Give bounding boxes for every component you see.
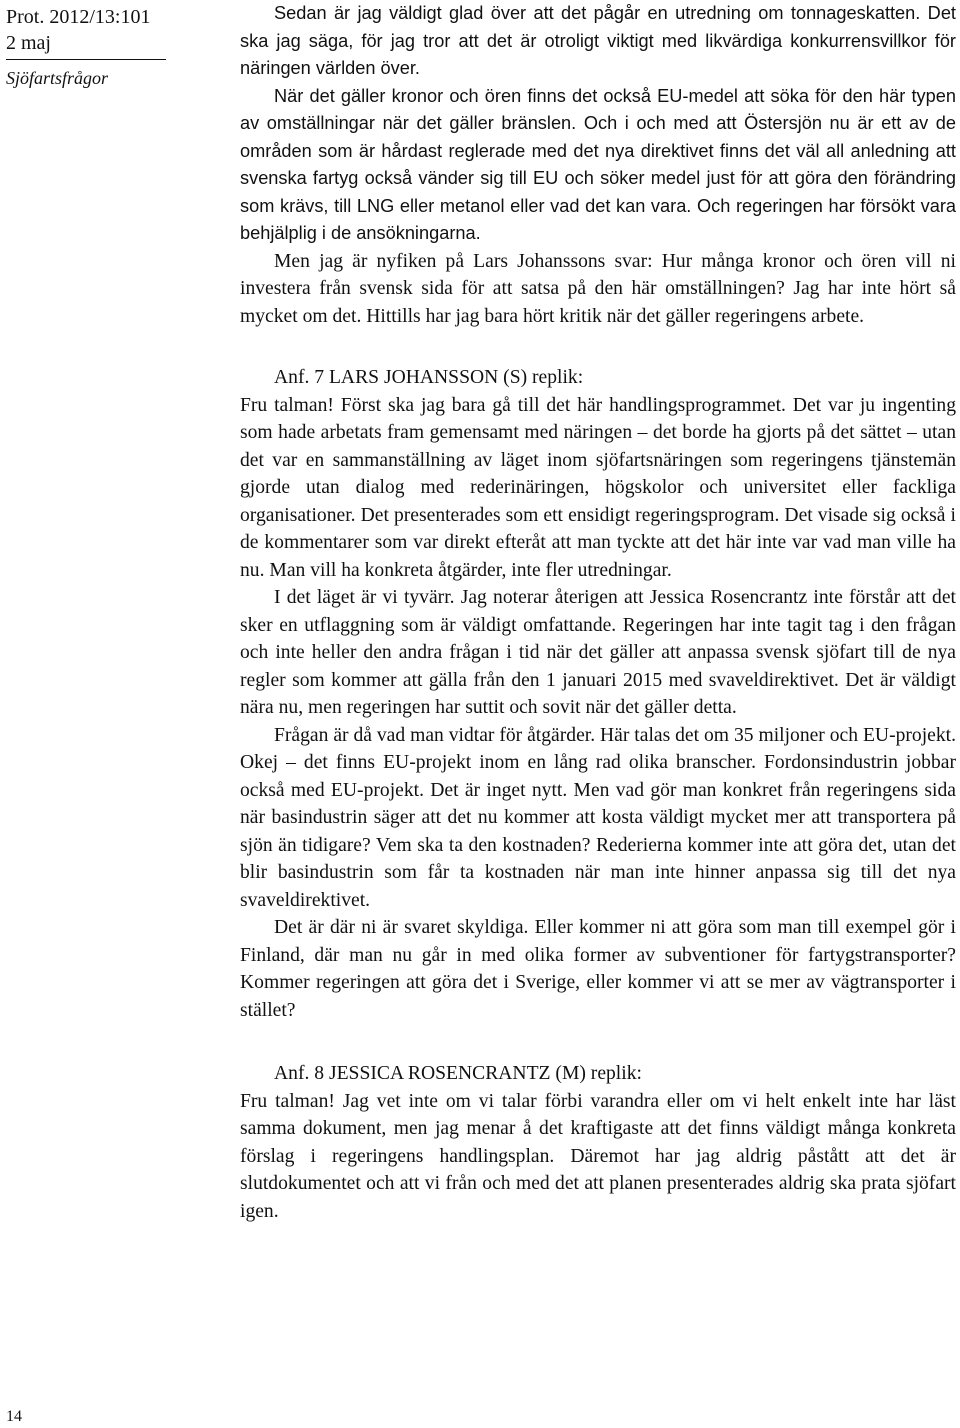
spacer	[240, 330, 956, 364]
speaker-heading: Anf. 8 JESSICA ROSENCRANTZ (M) replik:	[274, 1063, 642, 1084]
topic-label: Sjöfartsfrågor	[6, 68, 109, 88]
main-text	[240, 0, 956, 1225]
spacer	[240, 1024, 956, 1060]
page-number: 14	[6, 1408, 22, 1425]
speaker-heading: Anf. 7 LARS JOHANSSON (S) replik:	[274, 367, 584, 388]
speech-7	[240, 364, 956, 1024]
paragraph: Frågan är då vad man vidtar för åtgärder. Här talas det om 35 miljoner och EU-projekt. Okej – det finns EU-projekt inom en lång rad olika branscher. Fordonsindustrin jobbar också med EU-projekt. Det är inget nytt. Men vad gör man konkret från regeringens sida när basindustrin säger att det nu kommer att kosta väldigt mycket mer att transportera på sjön än tidigare? Vem ska ta den kostnaden? Rederierna kommer inte att göra det, utan det blir basindustrin som får ta kostnaden när man inte hinner anpassa sig till det nya svaveldirektivet.	[240, 724, 956, 911]
paragraph: Sedan är jag väldigt glad över att det pågår en utredning om tonnageskatten. Det ska jag säga, för jag tror att det är otroligt viktigt med likvärdiga konkurrensvillkor för näringen världen över.	[240, 3, 956, 78]
date-underline	[6, 59, 166, 60]
continued-speech	[240, 0, 956, 330]
speech-8	[240, 1060, 956, 1225]
paragraph: Fru talman! Jag vet inte om vi talar förbi varandra eller om vi helt enkelt inte har läst samma dokument, men jag menar å det kraftigaste att det finns väldigt många konkreta förslag i regeringens handlingsplan. Däremot har jag aldrig påstått att det är slutdokumentet och att vi från och med det att planen presenterades aldrig ska prata sjöfart igen.	[240, 1090, 956, 1222]
paragraph: Men jag är nyfiken på Lars Johanssons svar: Hur många kronor och ören vill ni investera från svensk sida för att satsa på den här omställningen? Jag har inte hört så mycket om det. Hittills har jag bara hört kritik när det gäller regeringens arbete.	[240, 250, 956, 327]
margin-column	[6, 4, 228, 90]
protocol-number: Prot. 2012/13:101	[6, 6, 151, 28]
paragraph: Det är där ni är svaret skyldiga. Eller kommer ni att göra som man till exempel gör i Finland, där man nu går in med olika former av subventioner för fartygstransporter? Kommer regeringen att göra det i Sverige, eller kommer vi att se mer av vägtransporter i stället?	[240, 917, 956, 1021]
paragraph: Fru talman! Först ska jag bara gå till det här handlingsprogrammet. Det var ju ingenting som hade arbetats fram gemensamt med näringen – det borde ha gjorts på det sättet – utan det var en sammanställning av läget inom sjöfartsnäringen som regeringens tjänstemän gjorde utan dialog med rederinäringen, högskolor och universitet eller fackliga organisationer. Det presenterades som ett ensidigt regeringsprogram. Det visade sig också i de kommentarer som var direkt efteråt att man tyckte att det här inte var vad man ville ha nu. Man vill ha konkreta åtgärder, inte fler utredningar.	[240, 394, 956, 581]
paragraph: När det gäller kronor och ören finns det också EU-medel att söka för den här typen av omställningar när det gäller bränslen. Och i och med att Östersjön nu är ett av de områden som är hårdast reglerade med det nya direktivet finns det väl all anledning att svenska fartyg också vänder sig till EU och söker medel just för att göra den förändring som krävs, till LNG eller metanol eller vad det kan vara. Och regeringen har försökt vara behjälplig i de ansökningarna.	[240, 85, 956, 243]
session-date: 2 maj	[6, 32, 51, 54]
paragraph: I det läget är vi tyvärr. Jag noterar återigen att Jessica Rosencrantz inte förstår att det sker en utflaggning som är väldigt omfattande. Regeringen har inte tagit tag i den frågan och inte heller den andra frågan i tid när det gäller att anpassa svensk sjöfart till de nya regler som kommer att gälla från den 1 januari 2015 med svaveldirektivet. Det är väldigt nära nu, men regeringen har suttit och sovit när det gäller detta.	[240, 587, 956, 718]
